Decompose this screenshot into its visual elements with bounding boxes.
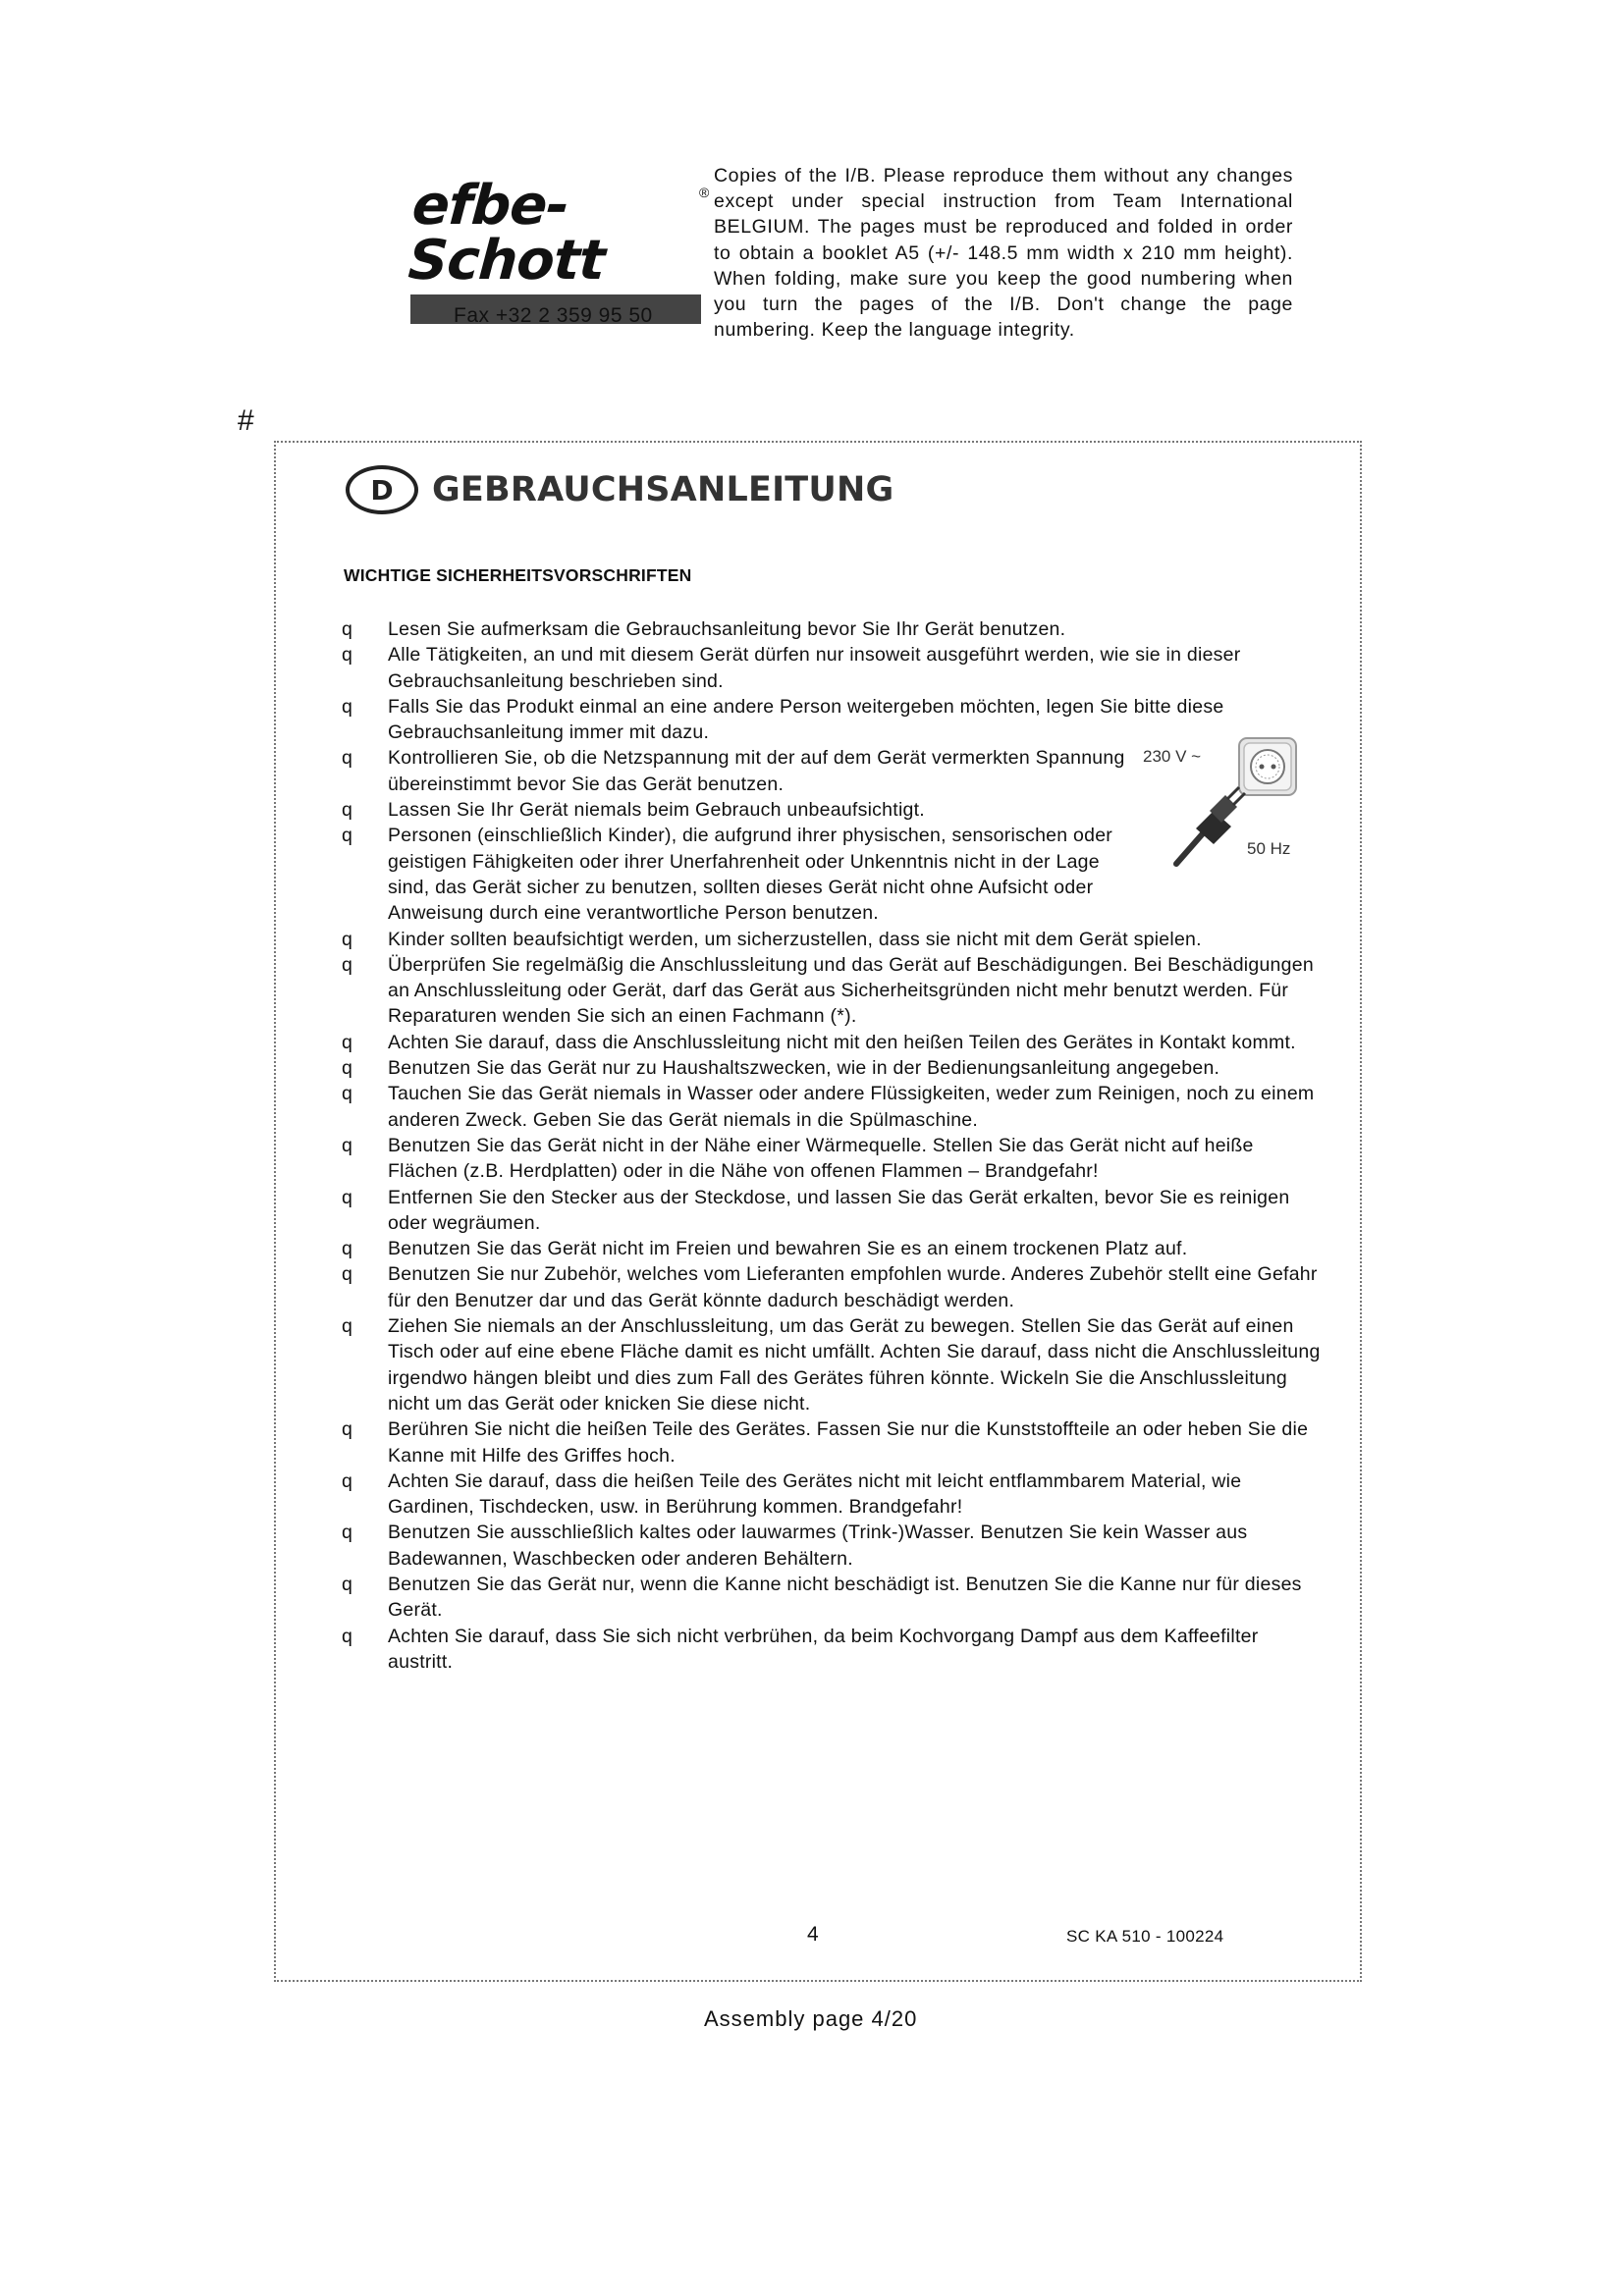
safety-item [342, 642, 1324, 694]
safety-item-text: Benutzen Sie das Gerät nicht im Freien und bewahren Sie es an einem trockenen Platz auf. [388, 1238, 1188, 1260]
safety-item [342, 616, 1324, 642]
page-marker: # [238, 404, 254, 437]
bullet-marker: q [342, 1625, 353, 1647]
bullet-marker: q [342, 1418, 353, 1441]
safety-item-text: Benutzen Sie das Gerät nicht in der Nähe einer Wärmequelle. Stellen Sie das Gerät nicht auf heiße Flächen (z.B. Herdplatten) oder in die Nähe von offenen Flammen – Brandgefahr! [388, 1134, 1254, 1183]
safety-item [342, 1081, 1324, 1133]
bullet-marker: q [342, 644, 353, 667]
document-code: SC KA 510 - 100224 [1066, 1927, 1224, 1946]
safety-item [342, 1468, 1324, 1521]
section-title: WICHTIGE SICHERHEITSVORSCHRIFTEN [344, 565, 692, 585]
bullet-marker: q [342, 1573, 353, 1595]
safety-item-text: Lassen Sie Ihr Gerät niemals beim Gebrauch unbeaufsichtigt. [388, 799, 925, 822]
bullet-marker: q [342, 1315, 353, 1338]
safety-item [342, 927, 1324, 952]
voltage-label: 230 V ~ [1143, 747, 1202, 766]
registered-mark: ® [699, 185, 710, 200]
bullet-marker: q [342, 1186, 353, 1208]
bullet-marker: q [342, 1263, 353, 1286]
bullet-marker: q [342, 953, 353, 976]
safety-item-text: Kinder sollten beaufsichtigt werden, um sicherzustellen, dass sie nicht mit dem Gerät spielen. [388, 928, 1202, 950]
bullet-marker: q [342, 747, 353, 770]
bullet-marker: q [342, 799, 353, 822]
voltage-plug-illustration [1139, 730, 1301, 876]
safety-item-text: Entfernen Sie den Stecker aus der Steckdose, und lassen Sie das Gerät erkalten, bevor Sie es reinigen oder wegräumen. [388, 1186, 1290, 1234]
bullet-marker: q [342, 928, 353, 950]
safety-item [342, 1185, 1324, 1237]
safety-item [342, 1520, 1324, 1572]
page-number: 4 [807, 1923, 819, 1946]
safety-item-text: Benutzen Sie ausschließlich kaltes oder lauwarmes (Trink-)Wasser. Benutzen Sie kein Wasser aus Badewannen, Waschbecken oder anderen Behältern. [388, 1522, 1248, 1570]
safety-item-text: Benutzen Sie nur Zubehör, welches vom Lieferanten empfohlen wurde. Anderes Zubehör stellt eine Gefahr für den Benutzer dar und das Gerät könnte dadurch beschädigt werden. [388, 1263, 1318, 1311]
socket-icon [1239, 738, 1296, 795]
safety-item-text: Kontrollieren Sie, ob die Netzspannung mit der auf dem Gerät vermerkten Spannung übereinstimmt bevor Sie das Gerät benutzen. [388, 747, 1125, 795]
manual-title: GEBRAUCHSANLEITUNG [432, 470, 894, 509]
safety-item-text: Alle Tätigkeiten, an und mit diesem Gerät dürfen nur insoweit ausgeführt werden, wie sie in dieser Gebrauchsanleitung beschrieben sind. [388, 644, 1241, 692]
bullet-marker: q [342, 695, 353, 718]
brand-logo [406, 174, 710, 324]
safety-item-text: Achten Sie darauf, dass die heißen Teile des Gerätes nicht mit leicht entflammbarem Material, wie Gardinen, Tischdecken, usw. in Berührung kommen. Brandgefahr! [388, 1469, 1242, 1519]
bullet-marker: q [342, 618, 353, 640]
bullet-marker: q [342, 1522, 353, 1544]
safety-item-text: Achten Sie darauf, dass die Anschlussleitung nicht mit den heißen Teilen des Gerätes in Kontakt kommt. [388, 1031, 1296, 1053]
logo-wordmark: efbe-Schott [406, 174, 607, 293]
safety-item [342, 1030, 1324, 1055]
language-badge: D [346, 465, 418, 514]
safety-item [342, 1572, 1324, 1624]
bullet-marker: q [342, 1469, 353, 1492]
safety-item [342, 1236, 1324, 1261]
safety-item-text: Ziehen Sie niemals an der Anschlussleitung, um das Gerät zu bewegen. Stellen Sie das Gerät auf einen Tisch oder auf eine ebene Fläche damit es nicht umfällt. Achten Sie darauf, dass nicht die Anschlussleitung irgendwo hängen bleibt und dies zum Fall des Gerätes führen könnte. Wickeln Sie die Anschlussleitung nicht um das Gerät oder knicken Sie diese nicht. [388, 1315, 1321, 1415]
safety-item-text: Achten Sie darauf, dass Sie sich nicht verbrühen, da beim Kochvorgang Dampf aus dem Kaffeefilter austritt. [388, 1625, 1259, 1673]
safety-item-text: Tauchen Sie das Gerät niemals in Wasser oder andere Flüssigkeiten, weder zum Reinigen, noch zu einem anderen Zweck. Geben Sie das Gerät niemals in die Spülmaschine. [388, 1083, 1315, 1131]
safety-item [342, 1313, 1324, 1416]
safety-item-text: Überprüfen Sie regelmäßig die Anschlussleitung und das Gerät auf Beschädigungen. Bei Beschädigungen an Anschlussleitung oder Gerät, darf das Gerät aus Sicherheitsgründen nicht mehr benutzt werden. Für Reparaturen wenden Sie sich an einen Fachmann (*). [388, 953, 1314, 1028]
safety-item-text: Benutzen Sie das Gerät nur, wenn die Kanne nicht beschädigt ist. Benutzen Sie die Kanne nur für dieses Gerät. [388, 1573, 1302, 1622]
bullet-marker: q [342, 1238, 353, 1260]
safety-item-text: Benutzen Sie das Gerät nur zu Haushaltszwecken, wie in der Bedienungsanleitung angegeben. [388, 1057, 1220, 1080]
safety-item-text: Berühren Sie nicht die heißen Teile des Gerätes. Fassen Sie nur die Kunststoffteile an oder heben Sie die Kanne mit Hilfe des Griffes hoch. [388, 1418, 1309, 1467]
plug-icon [1176, 787, 1245, 864]
safety-item [342, 1055, 1324, 1081]
safety-item-text: Personen (einschließlich Kinder), die aufgrund ihrer physischen, sensorischen oder geistigen Fähigkeiten oder ihrer Unerfahrenheit oder Unkenntnis nicht in der Lage sind, das Gerät sicher zu benutzen, sollten dieses Gerät nicht ohne Aufsicht oder Anweisung durch eine verantwortliche Person benutzen. [388, 825, 1113, 925]
safety-item [342, 1416, 1324, 1468]
bullet-marker: q [342, 1057, 353, 1080]
bullet-marker: q [342, 825, 353, 847]
safety-item [342, 1624, 1324, 1676]
frequency-label: 50 Hz [1247, 839, 1291, 858]
bullet-marker: q [342, 1083, 353, 1105]
safety-item-text: Falls Sie das Produkt einmal an eine andere Person weitergeben möchten, legen Sie bitte diese Gebrauchsanleitung immer mit dazu. [388, 695, 1224, 744]
assembly-page: Assembly page 4/20 [704, 2006, 918, 2031]
fax-number: Fax +32 2 359 95 50 [454, 304, 653, 327]
safety-item [342, 1133, 1324, 1185]
bullet-marker: q [342, 1134, 353, 1156]
safety-item [342, 952, 1324, 1030]
safety-item-text: Lesen Sie aufmerksam die Gebrauchsanleitung bevor Sie Ihr Gerät benutzen. [388, 618, 1066, 640]
safety-item [342, 1261, 1324, 1313]
bullet-marker: q [342, 1031, 353, 1053]
reproduction-notice: Copies of the I/B. Please reproduce them without any changes except under special instruction from Team International BELGIUM. The pages must be reproduced and folded in order to obtain a booklet A5 (+/- 148.5 mm width x 210 mm height). When folding, make sure you keep the good numbering when you turn the pages of the I/B. Don't change the page numbering. Keep the language integrity. [714, 165, 1293, 342]
